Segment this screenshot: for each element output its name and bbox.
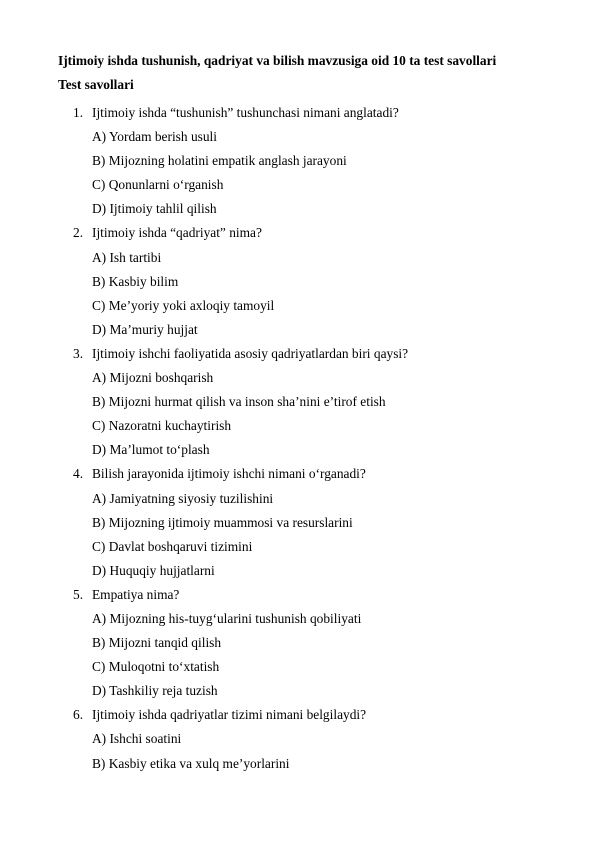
- answer-option-line: [0, 659, 596, 683]
- answer-option-line: [0, 731, 596, 755]
- answer-option-line: [0, 129, 596, 153]
- answer-option-line: [0, 756, 596, 780]
- answer-option-line: [0, 491, 596, 515]
- question-number: 4.: [73, 466, 84, 482]
- answer-option: D) Huquqiy hujjatlarni: [92, 562, 215, 578]
- question-number: 6.: [73, 707, 84, 723]
- question-number: 1.: [73, 105, 84, 120]
- answer-option: B) Mijozni tanqid qilish: [92, 635, 222, 651]
- answer-option: B) Kasbiy bilim: [92, 273, 179, 289]
- question-block: [0, 707, 596, 779]
- answer-option-line: [0, 177, 596, 201]
- question-line: [0, 466, 596, 490]
- answer-option-line: [0, 274, 596, 298]
- answer-option: D) Tashkiliy reja tuzish: [92, 683, 218, 699]
- answer-option: B) Kasbiy etika va xulq me’yorlarini: [92, 755, 290, 771]
- answer-option: B) Mijozning holatini empatik anglash jarayoni: [92, 153, 347, 169]
- answer-option-line: [0, 322, 596, 346]
- question-line: [0, 707, 596, 731]
- answer-option-line: [0, 201, 596, 225]
- answer-option: C) Davlat boshqaruvi tizimini: [92, 538, 253, 554]
- answer-option: C) Me’yoriy yoki axloqiy tamoyil: [92, 297, 275, 313]
- answer-option: D) Ijtimoiy tahlil qilish: [92, 201, 217, 217]
- answer-option-line: [0, 611, 596, 635]
- answer-option-line: [0, 250, 596, 274]
- answer-option-line: [0, 563, 596, 587]
- answer-option: A) Ish tartibi: [92, 249, 162, 265]
- answer-option: C) Nazoratni kuchaytirish: [92, 418, 232, 434]
- answer-option-line: [0, 635, 596, 659]
- question-text: Ijtimoiy ishda “tushunish” tushunchasi nimani anglatadi?: [92, 105, 399, 120]
- question-block: [0, 466, 596, 586]
- question-text: Ijtimoiy ishchi faoliyatida asosiy qadriyatlardan biri qaysi?: [92, 345, 409, 361]
- answer-option: C) Muloqotni to‘xtatish: [92, 659, 220, 675]
- question-block: [0, 225, 596, 345]
- answer-option: A) Ishchi soatini: [92, 731, 182, 747]
- question-number: 5.: [73, 586, 84, 602]
- question-number: 2.: [73, 225, 84, 241]
- section-heading: Test savollari: [58, 77, 134, 92]
- question-block: [0, 587, 596, 707]
- document-title: Ijtimoiy ishda tushunish, qadriyat va bilish mavzusiga oid 10 ta test savollari: [58, 53, 497, 68]
- answer-option: A) Mijozni boshqarish: [92, 370, 214, 386]
- answer-option: C) Qonunlarni o‘rganish: [92, 177, 224, 193]
- question-line: [0, 587, 596, 611]
- question-text: Ijtimoiy ishda qadriyatlar tizimi nimani belgilaydi?: [92, 707, 367, 723]
- answer-option-line: [0, 539, 596, 563]
- answer-option-line: [0, 153, 596, 177]
- question-line: [0, 346, 596, 370]
- answer-option-line: [0, 683, 596, 707]
- question-text: Empatiya nima?: [92, 586, 180, 602]
- answer-option: A) Jamiyatning siyosiy tuzilishini: [92, 490, 274, 506]
- answer-option-line: [0, 515, 596, 539]
- answer-option: D) Ma’muriy hujjat: [92, 321, 198, 337]
- question-line: [0, 105, 596, 129]
- answer-option: D) Ma’lumot to‘plash: [92, 442, 210, 458]
- answer-option-line: [0, 298, 596, 322]
- question-block: [0, 346, 596, 466]
- question-list: [0, 105, 596, 780]
- question-number: 3.: [73, 345, 84, 361]
- answer-option-line: [0, 370, 596, 394]
- answer-option: B) Mijozning ijtimoiy muammosi va resurslarini: [92, 514, 353, 530]
- question-block: [0, 105, 596, 225]
- answer-option-line: [0, 442, 596, 466]
- question-line: [0, 225, 596, 249]
- answer-option: B) Mijozni hurmat qilish va inson sha’nini e’tirof etish: [92, 394, 386, 410]
- answer-option-line: [0, 394, 596, 418]
- answer-option: A) Yordam berish usuli: [92, 129, 217, 145]
- answer-option: A) Mijozning his-tuyg‘ularini tushunish qobiliyati: [92, 610, 362, 626]
- question-text: Ijtimoiy ishda “qadriyat” nima?: [92, 225, 262, 241]
- question-text: Bilish jarayonida ijtimoiy ishchi nimani o‘rganadi?: [92, 466, 366, 482]
- answer-option-line: [0, 418, 596, 442]
